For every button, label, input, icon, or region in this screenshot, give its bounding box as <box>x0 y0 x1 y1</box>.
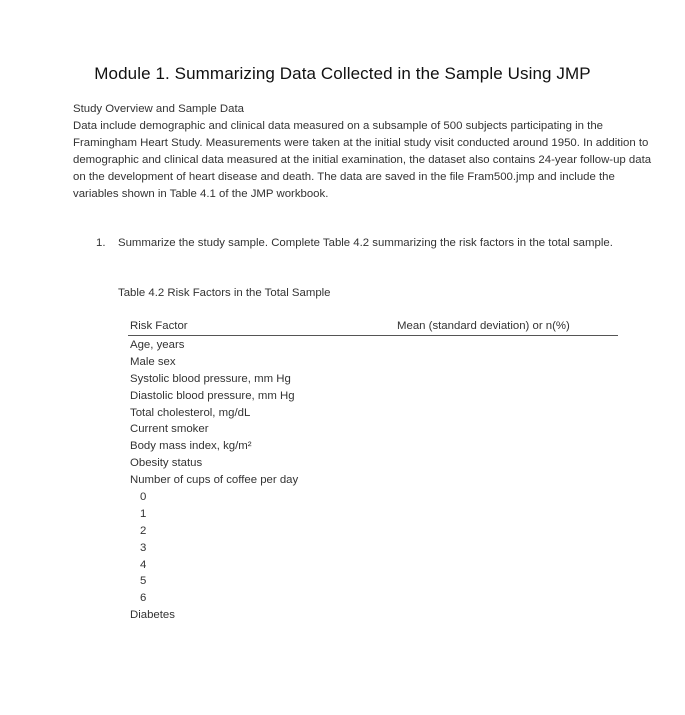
table-body <box>128 337 618 624</box>
question-1 <box>96 235 636 252</box>
table-row-coffee-6: 6 <box>140 592 147 605</box>
table-row-coffee-5: 5 <box>140 575 147 588</box>
table-row-coffee-3: 3 <box>140 541 147 554</box>
table-row-systolic-bp: Systolic blood pressure, mm Hg <box>130 372 291 385</box>
table-row-coffee-1: 1 <box>140 507 147 520</box>
question-text: Summarize the study sample. Complete Table 4.2 summarizing the risk factors in the total sample. <box>118 237 613 249</box>
table-row-current-smoker: Current smoker <box>130 423 209 436</box>
risk-factors-table <box>128 318 618 624</box>
table-caption: Table 4.2 Risk Factors in the Total Sample <box>118 287 331 299</box>
overview-body: Data include demographic and clinical data measured on a subsample of 500 subjects participating in the Framingham Heart Study. Measurements were taken at the initial study visit conducted around 1950. In addition to demographic and clinical data measured at the initial examination, the dataset also contains 24-year follow-up data on the development of heart disease and death. The data are saved in the file Fram500.jmp and include the variables shown in Table 4.1 of the JMP workbook. <box>73 120 652 200</box>
table-row-coffee-4: 4 <box>140 558 147 571</box>
table-row-age: Age, years <box>130 339 185 351</box>
header-mean-sd: Mean (standard deviation) or n(%) <box>397 320 570 332</box>
header-risk-factor: Risk Factor <box>130 320 188 332</box>
table-row-male-sex: Male sex <box>130 355 176 368</box>
overview-heading: Study Overview and Sample Data <box>73 103 244 115</box>
table-header <box>128 318 618 336</box>
study-overview <box>73 101 663 203</box>
table-row-bmi: Body mass index, kg/m² <box>130 440 252 453</box>
table-row-diastolic-bp: Diastolic blood pressure, mm Hg <box>130 389 295 402</box>
table-row-diabetes: Diabetes <box>130 609 175 622</box>
table-row-coffee-0: 0 <box>140 491 147 504</box>
table-row-obesity-status: Obesity status <box>130 457 203 470</box>
question-number: 1. <box>96 237 106 249</box>
table-row-coffee-cups: Number of cups of coffee per day <box>130 474 299 487</box>
table-row-coffee-2: 2 <box>140 524 147 537</box>
page-title: Module 1. Summarizing Data Collected in the Sample Using JMP <box>94 64 591 83</box>
table-row-total-cholesterol: Total cholesterol, mg/dL <box>130 406 251 419</box>
